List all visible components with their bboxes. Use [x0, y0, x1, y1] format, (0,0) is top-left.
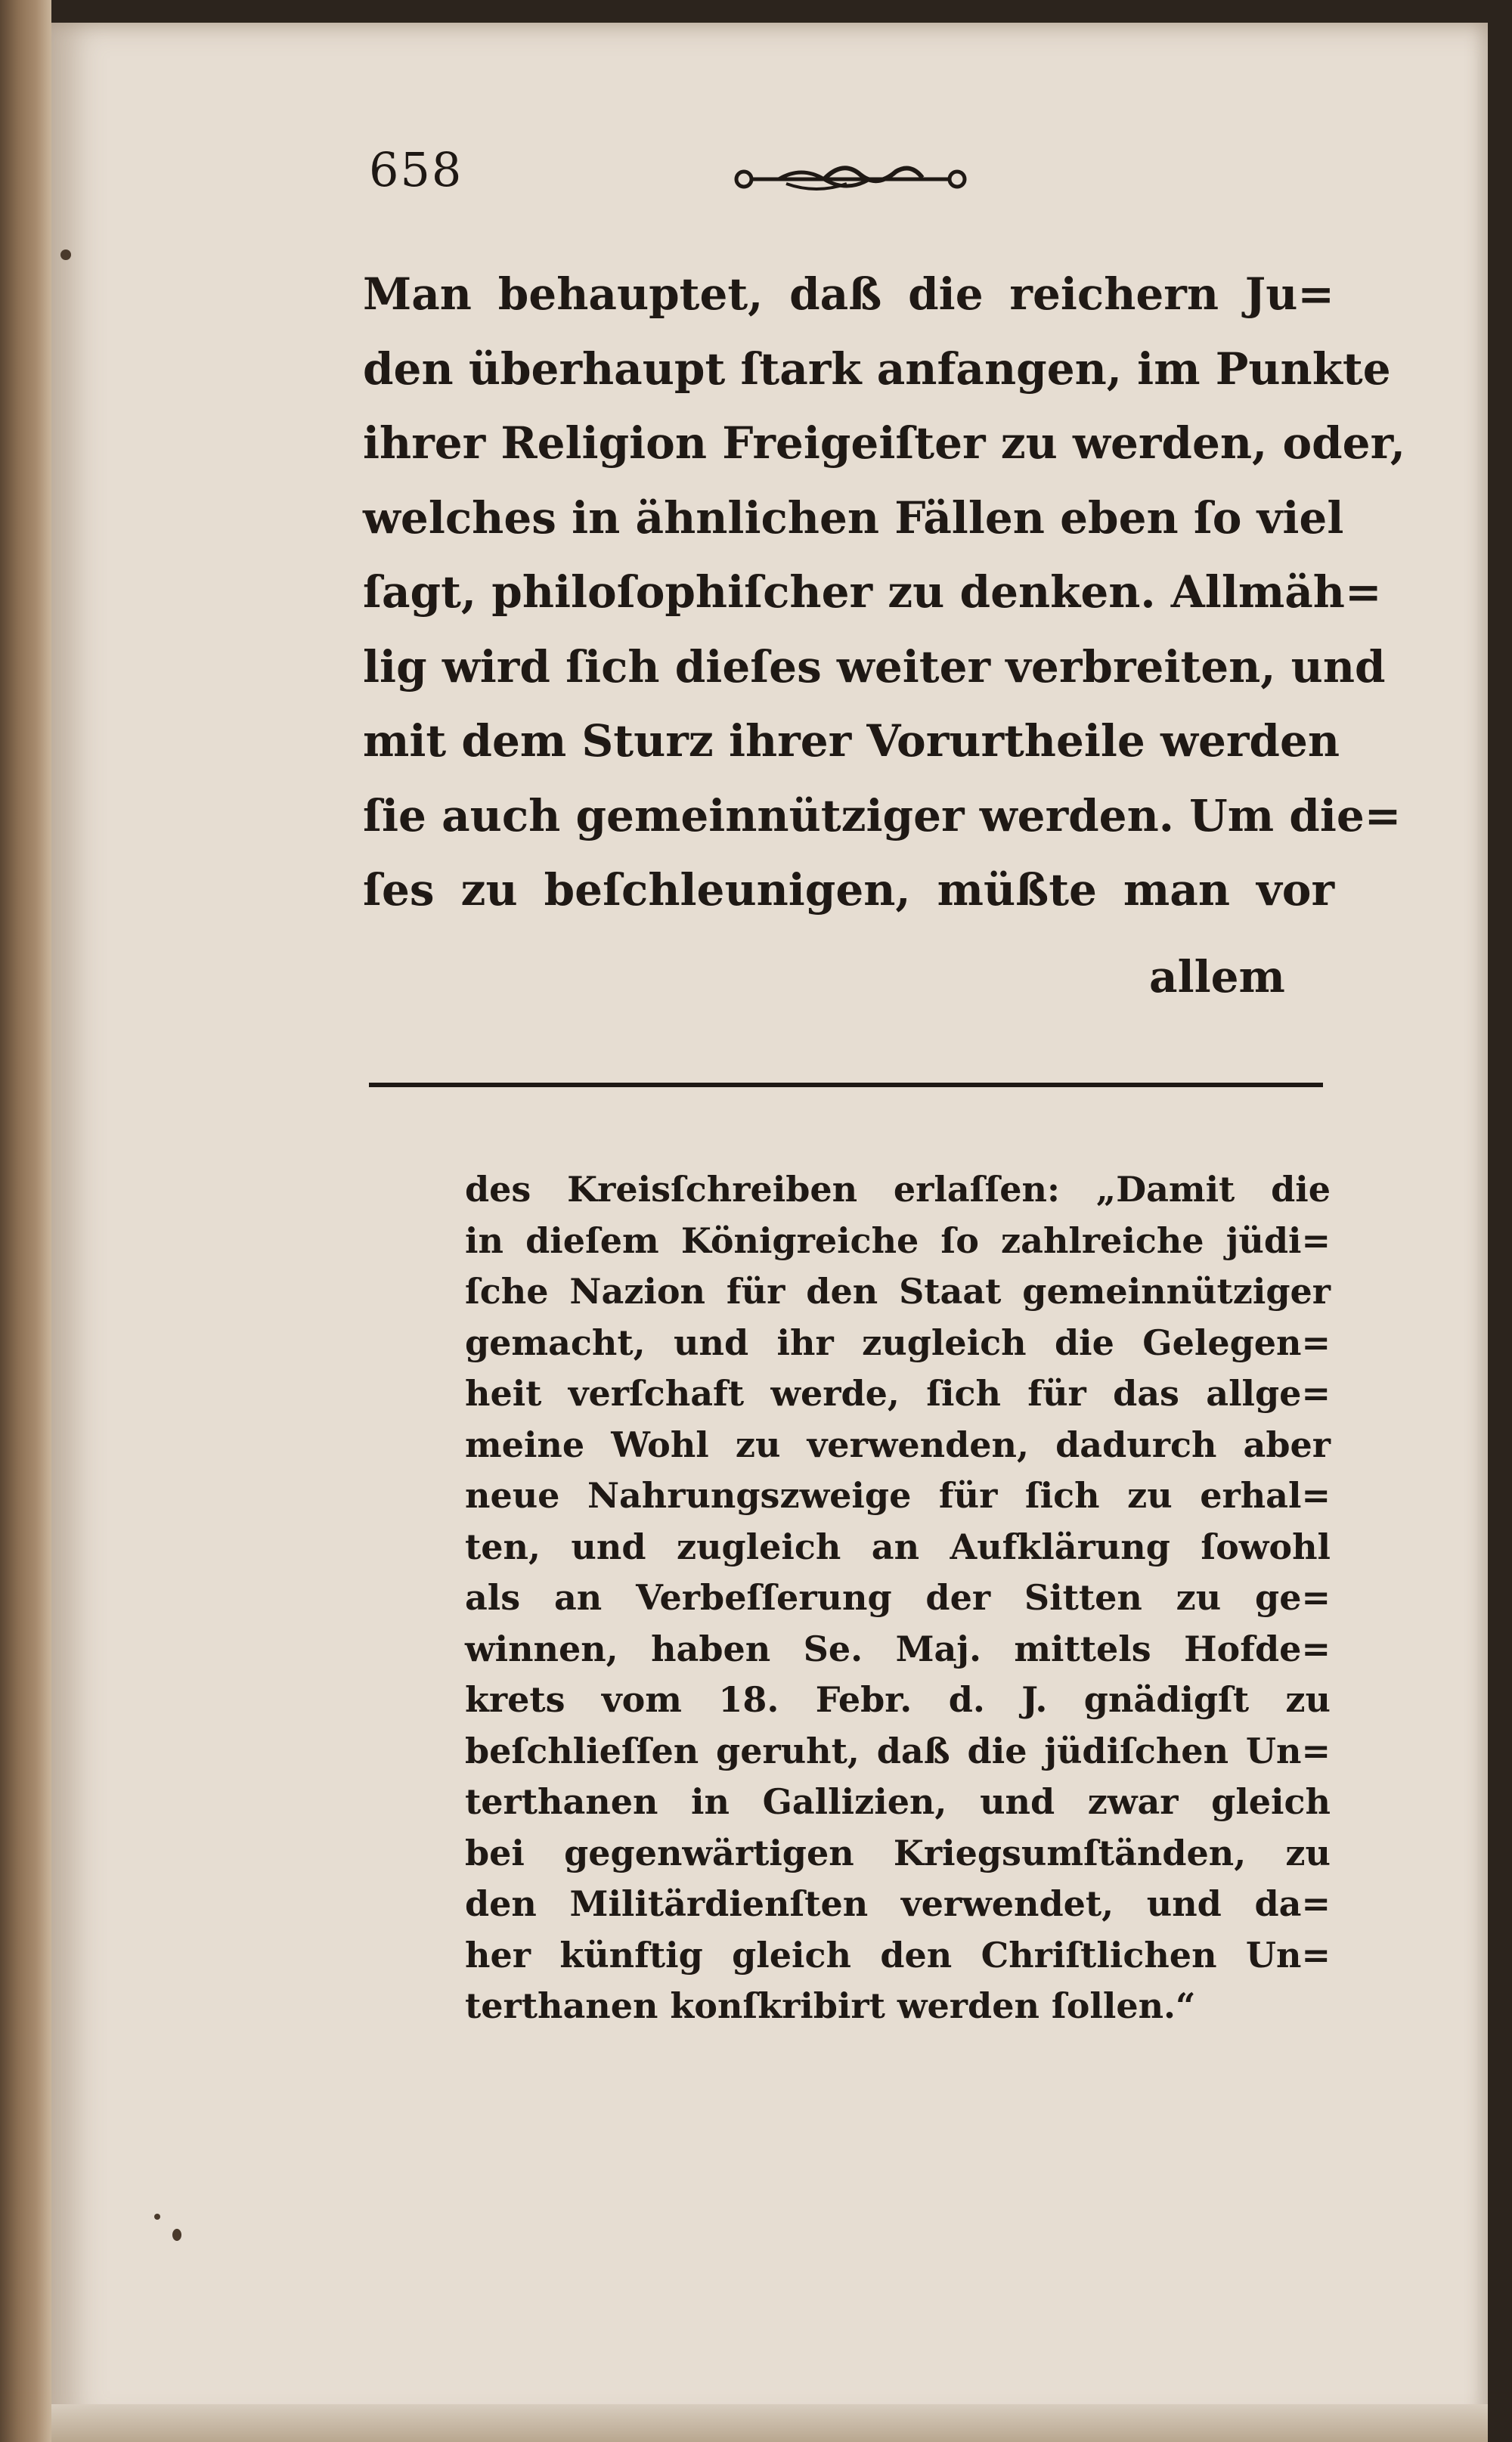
footnote-line: den Militärdienſten verwendet, und da= — [465, 1883, 1331, 1924]
paper-speck — [154, 2214, 160, 2220]
footnote-line: krets vom 18. Febr. d. J. gnädigſt zu — [465, 1679, 1331, 1720]
paper-speck — [60, 249, 71, 260]
footnote-line: heit verſchaft werde, ſich für das allge= — [465, 1373, 1331, 1414]
footnote-line: her künftig gleich den Chriſtlichen Un= — [465, 1934, 1331, 1976]
catchword: allem — [1149, 951, 1285, 1003]
footnote-line: meine Wohl zu verwenden, dadurch aber — [465, 1424, 1331, 1465]
footnote-line: ten, und zugleich an Aufklärung ſowohl — [465, 1526, 1331, 1567]
main-body-text — [363, 257, 1406, 928]
body-line: ſagt, philoſophiſcher zu denken. Allmäh= — [363, 566, 1382, 618]
footnote-line: bei gegenwärtigen Kriegsumſtänden, zu — [465, 1832, 1331, 1873]
header-ornament — [733, 155, 968, 200]
page-number: 658 — [369, 142, 463, 197]
footnote-separator-rule — [369, 1083, 1323, 1087]
body-line: ihrer Religion Freigeiſter zu werden, oder, — [363, 417, 1406, 469]
body-line: lig wird ſich dieſes weiter verbreiten, und — [363, 640, 1386, 693]
paper-speck — [172, 2229, 181, 2241]
footnote-line: terthanen in Gallizien, und zwar gleich — [465, 1781, 1331, 1822]
footnote-line: neue Nahrungszweige für ſich zu erhal= — [465, 1475, 1331, 1516]
page-bottom-edge — [51, 2404, 1488, 2442]
footnote-line: in dieſem Königreiche ſo zahlreiche jüdi= — [465, 1219, 1331, 1261]
body-line: mit dem Sturz ihrer Vorurtheile werden — [363, 715, 1340, 767]
body-line: ſie auch gemeinnütziger werden. Um die= — [363, 789, 1402, 841]
body-line: ſes zu beſchleunigen, müßte man vor — [363, 864, 1334, 916]
footnote-line: des Kreisſchreiben erlaſſen: „Damit die — [465, 1169, 1331, 1210]
footnote-line: als an Verbeſſerung der Sitten zu ge= — [465, 1577, 1331, 1618]
footnote-line: beſchlieſſen geruht, daß die jüdiſchen Un= — [465, 1730, 1331, 1771]
footnote-line: terthanen konſkribirt werden ſollen.“ — [465, 1985, 1196, 2026]
footnote-line: gemacht, und ihr zugleich die Gelegen= — [465, 1322, 1331, 1363]
footnote-text — [465, 1164, 1331, 2032]
body-line: welches in ähnlichen Fällen eben ſo viel — [363, 491, 1344, 544]
body-line: den überhaupt ſtark anfangen, im Punkte — [363, 342, 1391, 395]
footnote-line: ſche Nazion für den Staat gemeinnütziger — [465, 1271, 1331, 1312]
book-binding-edge — [0, 0, 51, 2442]
body-line: Man behauptet, daß die reichern Ju= — [363, 268, 1334, 320]
footnote-line: winnen, haben Se. Maj. mittels Hofde= — [465, 1628, 1331, 1669]
